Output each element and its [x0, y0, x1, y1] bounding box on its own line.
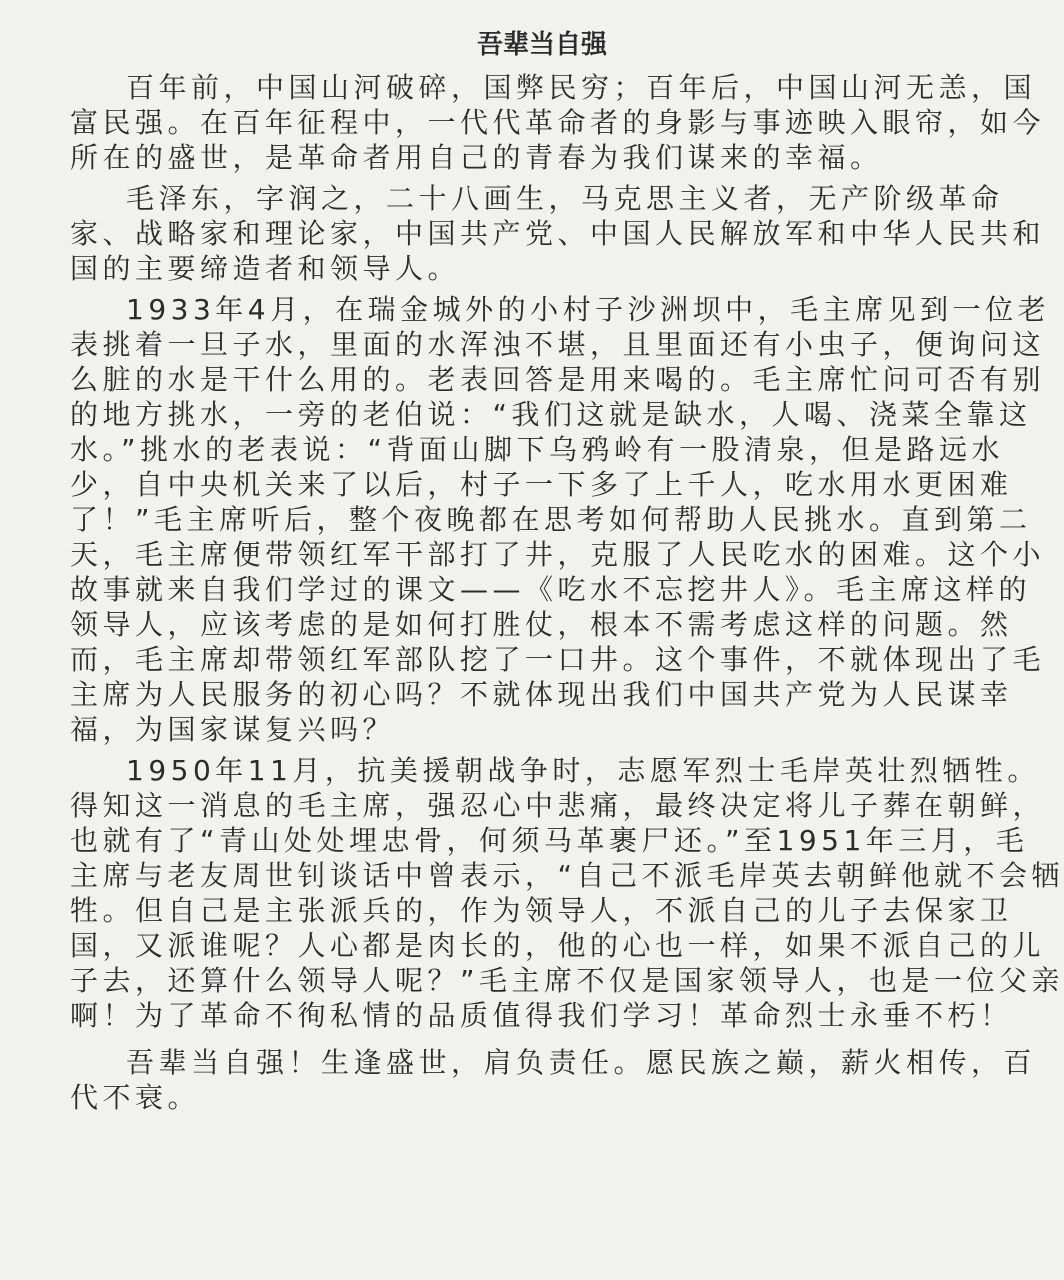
document-body	[70, 70, 1064, 1115]
text-line: 得知这一消息的毛主席，强忍心中悲痛，最终决定将儿子葬在朝鲜，	[70, 789, 1046, 822]
text-line: 家、战略家和理论家，中国共产党、中国人民解放军和中华人民共和	[70, 217, 1046, 250]
text-line: 也就有了“青山处处埋忠骨，何须马革裹尸还。”至1951年三月，毛	[70, 824, 1029, 857]
paragraph	[70, 70, 1046, 175]
text-line: 了！”毛主席听后，整个夜晚都在思考如何帮助人民挑水。直到第二	[70, 503, 1032, 536]
text-line: 表挑着一旦子水，里面的水浑浊不堪，且里面还有小虫子，便询问这	[70, 328, 1046, 361]
text-line: 故事就来自我们学过的课文——《吃水不忘挖井人》。毛主席这样的	[70, 573, 1032, 606]
text-line: 福，为国家谋复兴吗？	[70, 713, 396, 746]
text-line: 而，毛主席却带领红军部队挖了一口井。这个事件，不就体现出了毛	[70, 643, 1046, 676]
paragraph	[70, 181, 1046, 286]
paragraph	[70, 753, 1064, 1033]
text-line: 毛泽东，字润之，二十八画生，马克思主义者，无产阶级革命	[126, 182, 1004, 215]
text-line: 的地方挑水，一旁的老伯说：“我们这就是缺水，人喝、浇菜全靠这	[70, 398, 1032, 431]
text-line: 代不衰。	[70, 1081, 201, 1114]
text-line: 少，自中央机关来了以后，村子一下多了上千人，吃水用水更困难	[70, 468, 1013, 501]
text-line: 牲。但自己是主张派兵的，作为领导人，不派自己的儿子去保家卫	[70, 894, 1013, 927]
text-line: 么脏的水是干什么用的。老表回答是用来喝的。毛主席忙问可否有别	[70, 363, 1046, 396]
text-line: 1950年11月，抗美援朝战争时，志愿军烈士毛岸英壮烈牺牲。	[126, 754, 1040, 787]
paragraph	[70, 1045, 1037, 1115]
text-line: 吾辈当自强！生逢盛世，肩负责任。愿民族之巅，薪火相传，百	[126, 1046, 1037, 1079]
text-line: 富民强。在百年征程中，一代代革命者的身影与事迹映入眼帘，如今	[70, 106, 1046, 139]
text-line: 国，又派谁呢？人心都是肉长的，他的心也一样，如果不派自己的儿	[70, 929, 1046, 962]
text-line: 子去，还算什么领导人呢？”毛主席不仅是国家领导人，也是一位父亲	[70, 964, 1064, 997]
text-line: 啊！为了革命不徇私情的品质值得我们学习！革命烈士永垂不朽！	[70, 999, 1013, 1032]
text-line: 百年前，中国山河破碎，国弊民穷；百年后，中国山河无恙，国	[126, 71, 1037, 104]
text-line: 主席与老友周世钊谈话中曾表示，“自己不派毛岸英去朝鲜他就不会牺	[70, 859, 1064, 892]
text-line: 所在的盛世，是革命者用自己的青春为我们谋来的幸福。	[70, 141, 883, 174]
paragraph	[70, 292, 1051, 747]
document-title: 吾辈当自强	[476, 30, 607, 60]
text-line: 主席为人民服务的初心吗？不就体现出我们中国共产党为人民谋幸	[70, 678, 1013, 711]
text-line: 领导人，应该考虑的是如何打胜仗，根本不需考虑这样的问题。然	[70, 608, 1013, 641]
text-line: 水。”挑水的老表说：“背面山脚下乌鸦岭有一股清泉，但是路远水	[70, 433, 1005, 466]
text-line: 1933年4月，在瑞金城外的小村子沙洲坝中，毛主席见到一位老	[126, 293, 1051, 326]
text-line: 国的主要缔造者和领导人。	[70, 252, 461, 285]
text-line: 天，毛主席便带领红军干部打了井，克服了人民吃水的困难。这个小	[70, 538, 1046, 571]
